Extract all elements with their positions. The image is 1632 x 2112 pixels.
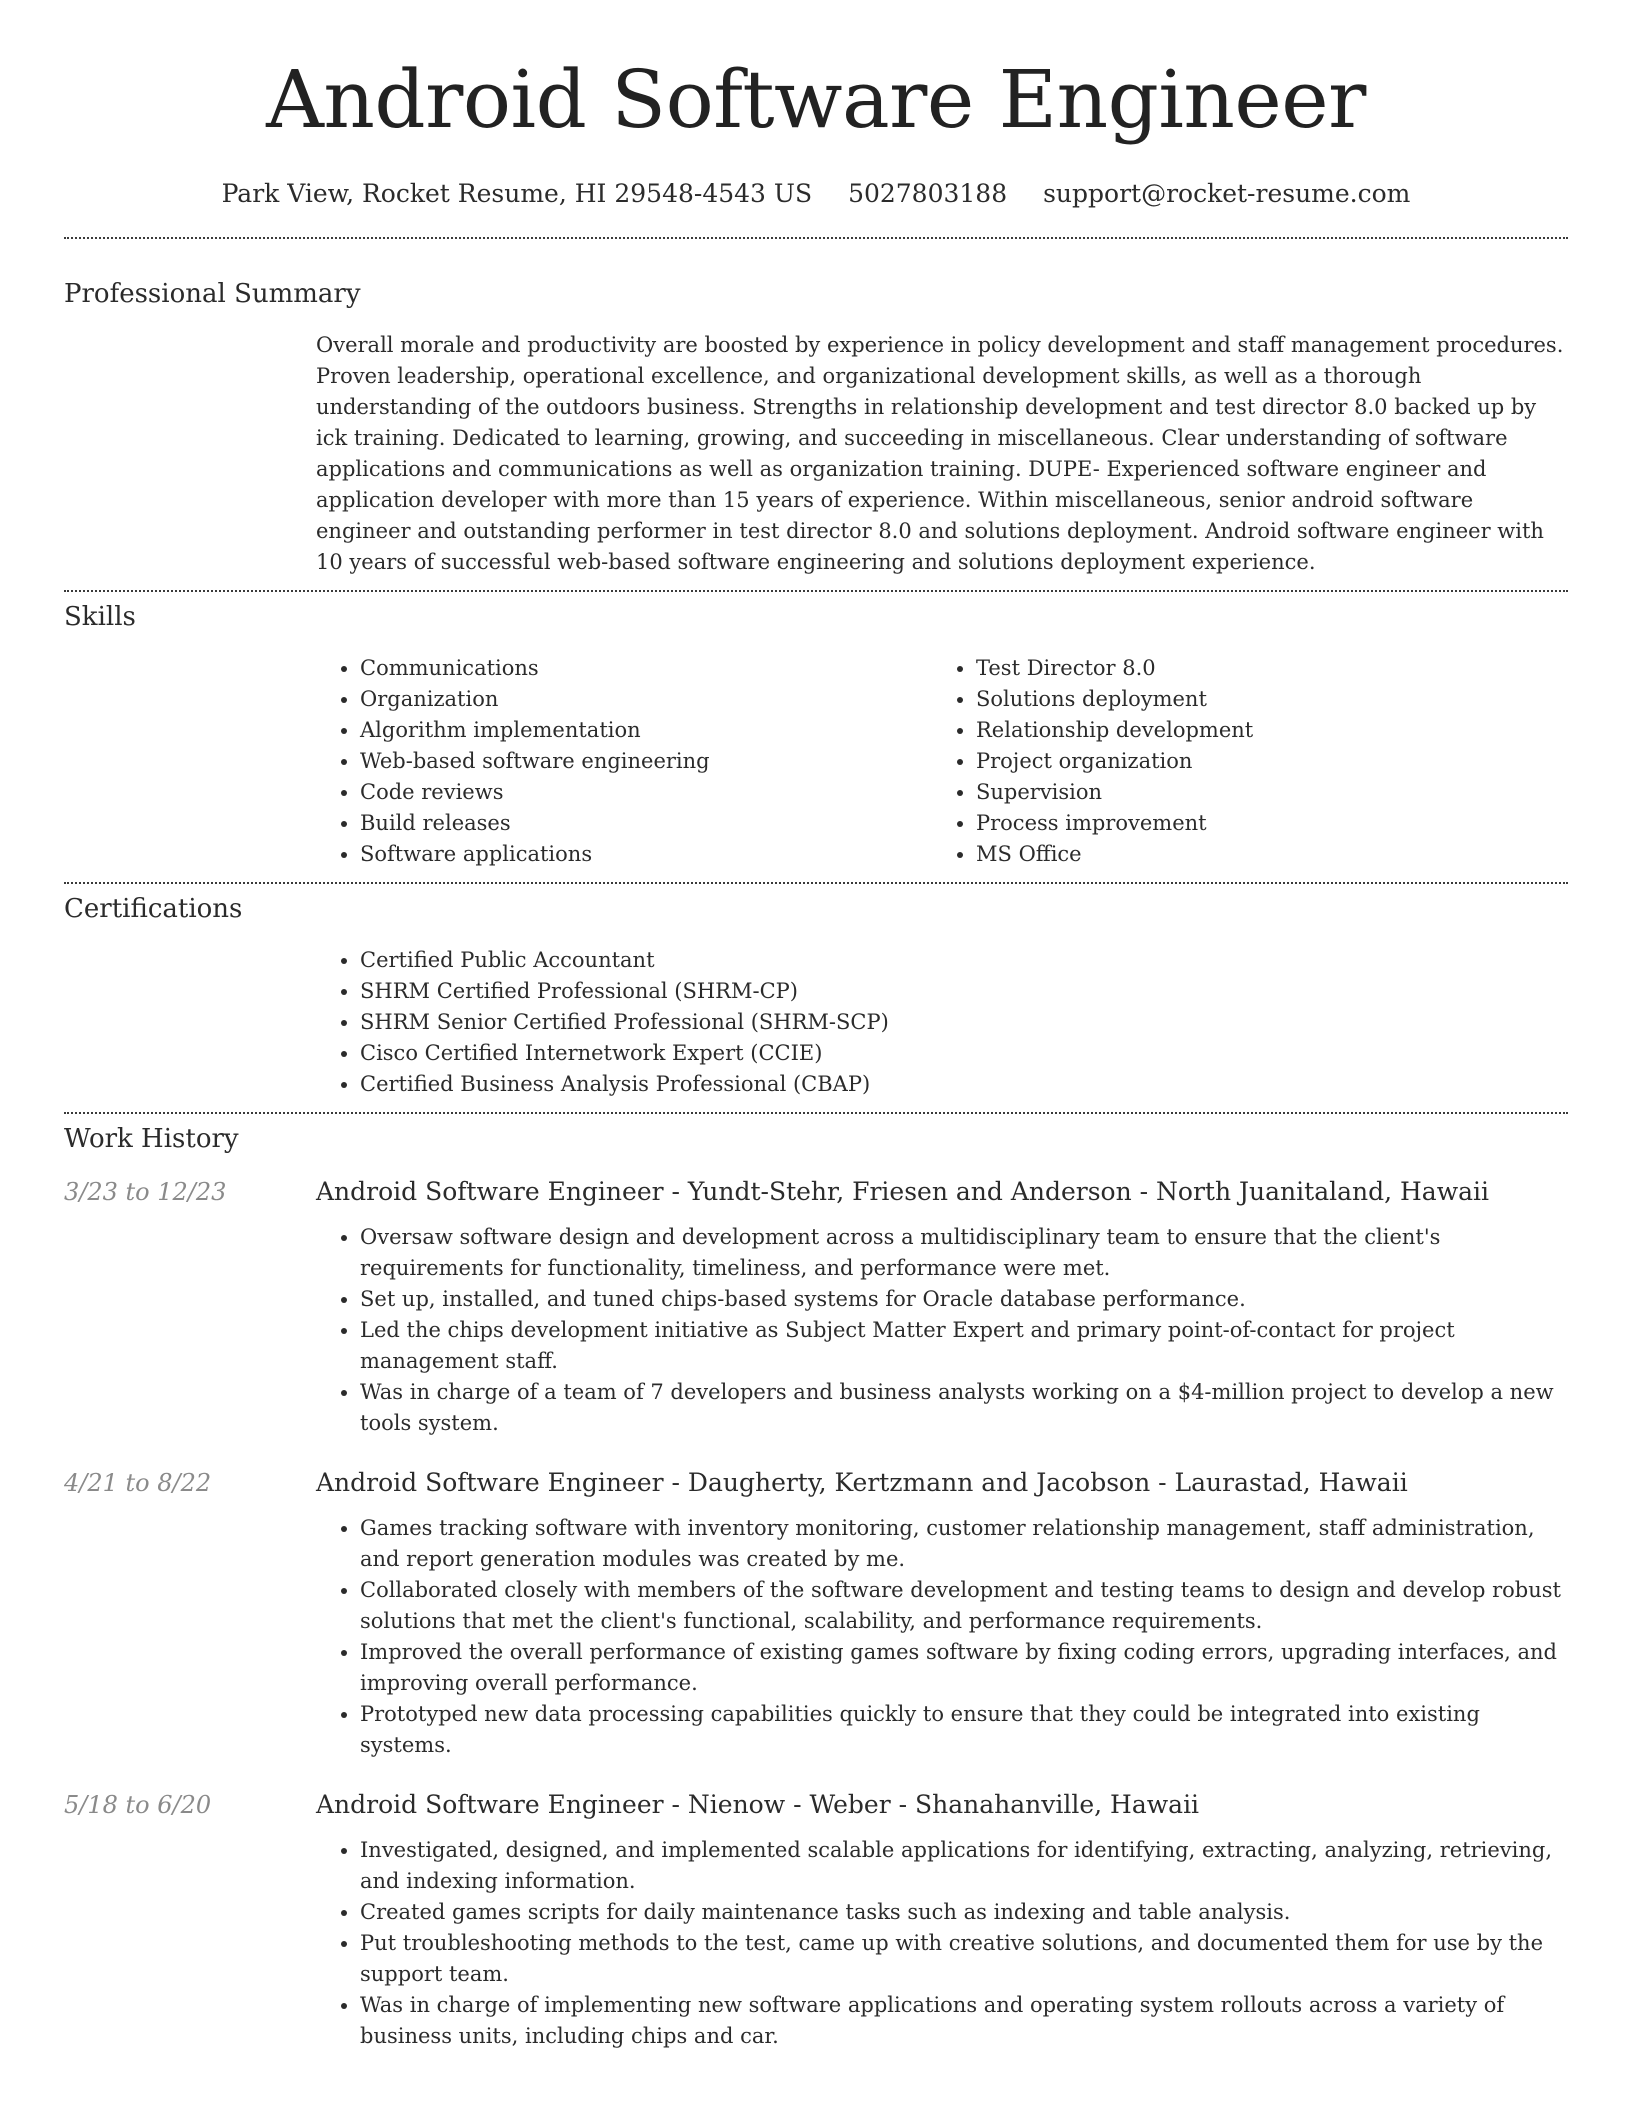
certification-item: • Certified Business Analysis Professional (CBAP) — [360, 1069, 1568, 1100]
certification-item: • Certified Public Accountant — [360, 945, 1568, 976]
contact-phone: 5027803188 — [848, 179, 1008, 208]
skills-column-left — [316, 653, 932, 870]
summary-text: Overall morale and productivity are boosted by experience in policy development and staff management procedures. Proven leadership, operational excellence, and organizational development skills, as well as a thorough understanding of the outdoors business. Strengths in relationship development and test director 8.0 backed up by ick training. Dedicated to learning, growing, and succeeding in miscellaneous. Clear understanding of software applications and communications as well as organization training. DUPE- Experienced software engineer and application developer with more than 15 years of experience. Within miscellaneous, senior android software engineer and outstanding performer in test director 8.0 and solutions deployment. Android software engineer with 10 years of successful web-based software engineering and solutions deployment experience. — [316, 333, 1564, 574]
certification-item: • Cisco Certified Internetwork Expert (CCIE) — [360, 1038, 1568, 1069]
skill-item: • Relationship development — [976, 715, 1548, 746]
job-header — [64, 1789, 1568, 1821]
skill-item: • Algorithm implementation — [360, 715, 932, 746]
candidate-name: Android Software Engineer — [266, 53, 1366, 146]
skill-item: • Communications — [360, 653, 932, 684]
job-bullets — [316, 1835, 1568, 2052]
skill-item: • Organization — [360, 684, 932, 715]
section-title-certifications: Certifications — [64, 894, 243, 924]
divider-skills — [64, 882, 1568, 884]
job-header — [64, 1467, 1568, 1499]
skill-item: • Test Director 8.0 — [976, 653, 1548, 684]
job-bullet: • Set up, installed, and tuned chips-based systems for Oracle database performance. — [360, 1284, 1568, 1315]
job-bullets — [316, 1222, 1568, 1439]
job-bullet: • Was in charge of implementing new software applications and operating system rollouts across a variety of business units, including chips and car. — [360, 1990, 1568, 2052]
job-entry — [64, 1467, 1568, 1761]
contact-email: support@rocket-resume.com — [1043, 179, 1411, 208]
job-heading: Android Software Engineer - Yundt-Stehr, Friesen and Anderson - North Juanitaland, Hawaii — [316, 1177, 1489, 1206]
job-dates: 5/18 to 6/20 — [64, 1791, 212, 1819]
section-title-skills: Skills — [64, 602, 136, 632]
certification-item: • SHRM Certified Professional (SHRM-CP) — [360, 976, 1568, 1007]
job-bullet: • Games tracking software with inventory monitoring, customer relationship management, staff administration, and report generation modules was created by me. — [360, 1513, 1568, 1575]
skills-column-right — [932, 653, 1548, 870]
job-bullet: • Led the chips development initiative as Subject Matter Expert and primary point-of-contact for project management staff. — [360, 1315, 1568, 1377]
job-dates: 3/23 to 12/23 — [64, 1178, 227, 1206]
job-entry — [64, 1176, 1568, 1439]
skills-list — [316, 653, 1568, 870]
skill-item: • Code reviews — [360, 777, 932, 808]
skill-item: • Build releases — [360, 808, 932, 839]
job-bullet: • Collaborated closely with members of the software development and testing teams to design and develop robust solutions that met the client's functional, scalability, and performance requirements. — [360, 1575, 1568, 1637]
contact-line — [64, 178, 1568, 210]
job-entry — [64, 1789, 1568, 2052]
job-bullet: • Was in charge of a team of 7 developers and business analysts working on a $4-million project to develop a new tools system. — [360, 1377, 1568, 1439]
job-bullet: • Investigated, designed, and implemented scalable applications for identifying, extracting, analyzing, retrieving, and indexing information. — [360, 1835, 1568, 1897]
divider-certifications — [64, 1112, 1568, 1114]
certifications-list — [316, 945, 1568, 1100]
job-bullets — [316, 1513, 1568, 1761]
job-heading: Android Software Engineer - Nienow - Weber - Shanahanville, Hawaii — [316, 1790, 1200, 1819]
job-bullet: • Improved the overall performance of existing games software by fixing coding errors, upgrading interfaces, and improving overall performance. — [360, 1637, 1568, 1699]
job-heading: Android Software Engineer - Daugherty, Kertzmann and Jacobson - Laurastad, Hawaii — [316, 1468, 1408, 1497]
resume-page — [64, 0, 1568, 2052]
job-header — [64, 1176, 1568, 1208]
job-bullet: • Created games scripts for daily maintenance tasks such as indexing and table analysis. — [360, 1897, 1568, 1928]
job-bullet: • Oversaw software design and development across a multidisciplinary team to ensure that the client's requirements for functionality, timeliness, and performance were met. — [360, 1222, 1568, 1284]
skill-item: • Process improvement — [976, 808, 1548, 839]
section-title-work-history: Work History — [64, 1124, 239, 1154]
skill-item: • Solutions deployment — [976, 684, 1548, 715]
job-dates: 4/21 to 8/22 — [64, 1469, 212, 1497]
section-title-summary: Professional Summary — [64, 279, 361, 309]
divider-summary — [64, 590, 1568, 592]
skill-item: • Software applications — [360, 839, 932, 870]
skill-item: • Supervision — [976, 777, 1548, 808]
skill-item: • Project organization — [976, 746, 1548, 777]
certification-item: • SHRM Senior Certified Professional (SHRM-SCP) — [360, 1007, 1568, 1038]
skill-item: • MS Office — [976, 839, 1548, 870]
divider-header — [64, 237, 1568, 239]
job-bullet: • Put troubleshooting methods to the test, came up with creative solutions, and documented them for use by the support team. — [360, 1928, 1568, 1990]
job-bullet: • Prototyped new data processing capabilities quickly to ensure that they could be integrated into existing systems. — [360, 1699, 1568, 1761]
contact-address: Park View, Rocket Resume, HI 29548-4543 US — [221, 179, 813, 208]
skill-item: • Web-based software engineering — [360, 746, 932, 777]
